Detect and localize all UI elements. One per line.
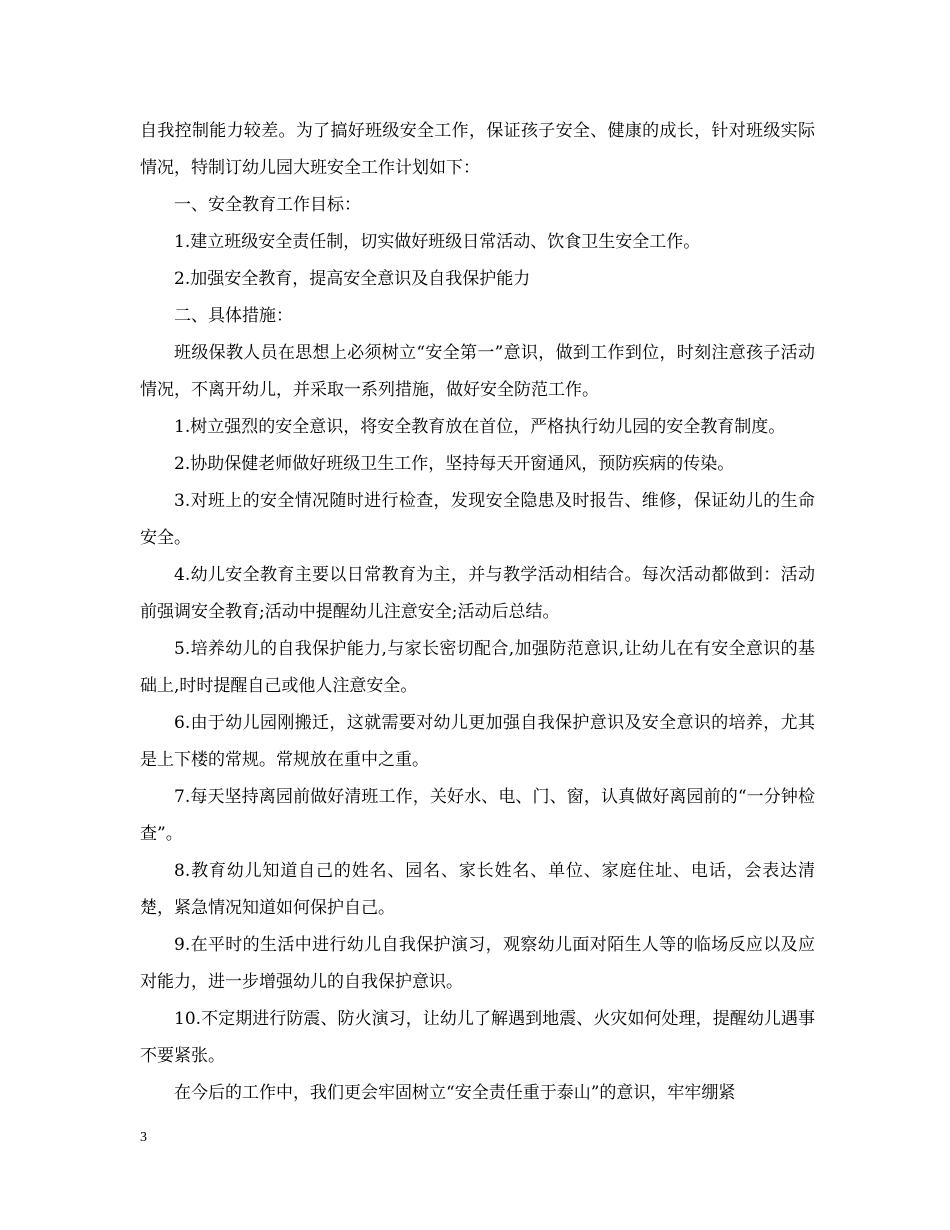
measure-item-7: 7.每天坚持离园前做好清班工作，关好水、电、门、窗，认真做好离园前的“一分钟检查”。 — [140, 787, 815, 844]
measure-item-8: 8.教育幼儿知道自己的姓名、园名、家长姓名、单位、家庭住址、电话，会表达清楚，紧急情况知道如何保护自己。 — [140, 861, 815, 918]
measure-item-6: 6.由于幼儿园刚搬迁，这就需要对幼儿更加强自我保护意识及安全意识的培养，尤其是上下楼的常规。常规放在重中之重。 — [140, 713, 815, 770]
measure-item-9: 9.在平时的生活中进行幼儿自我保护演习，观察幼儿面对陌生人等的临场反应以及应对能力，进一步增强幼儿的自我保护意识。 — [140, 935, 815, 992]
document-body — [140, 113, 815, 1112]
closing-paragraph: 在今后的工作中，我们更会牢固树立“安全责任重于泰山”的意识，牢牢绷紧 — [174, 1083, 736, 1103]
section-heading-measures: 二、具体措施： — [174, 306, 293, 326]
section-heading-goals: 一、安全教育工作目标： — [174, 195, 361, 215]
goal-item-1: 1.建立班级安全责任制，切实做好班级日常活动、饮食卫生安全工作。 — [174, 232, 701, 252]
measure-item-4: 4.幼儿安全教育主要以日常教育为主，并与教学活动相结合。每次活动都做到：活动前强调安全教育;活动中提醒幼儿注意安全;活动后总结。 — [140, 565, 815, 622]
measure-item-2: 2.协助保健老师做好班级卫生工作，坚持每天开窗通风，预防疾病的传染。 — [174, 454, 735, 474]
measures-intro: 班级保教人员在思想上必须树立“安全第一”意识，做到工作到位，时刻注意孩子活动情况，不离开幼儿，并采取一系列措施，做好安全防范工作。 — [140, 343, 815, 400]
measure-item-3: 3.对班上的安全情况随时进行检查，发现安全隐患及时报告、维修，保证幼儿的生命安全。 — [140, 491, 815, 548]
paragraph-continuation: 自我控制能力较差。为了搞好班级安全工作，保证孩子安全、健康的成长，针对班级实际情况，特制订幼儿园大班安全工作计划如下： — [140, 121, 815, 178]
measure-item-1: 1.树立强烈的安全意识，将安全教育放在首位，严格执行幼儿园的安全教育制度。 — [174, 417, 786, 437]
page-number: 3 — [140, 1130, 147, 1145]
measure-item-5: 5.培养幼儿的自我保护能力,与家长密切配合,加强防范意识,让幼儿在有安全意识的基础上,时时提醒自己或他人注意安全。 — [140, 639, 815, 696]
goal-item-2: 2.加强安全教育，提高安全意识及自我保护能力 — [174, 269, 531, 289]
measure-item-10: 10.不定期进行防震、防火演习，让幼儿了解遇到地震、火灾如何处理，提醒幼儿遇事不要紧张。 — [140, 1009, 815, 1066]
